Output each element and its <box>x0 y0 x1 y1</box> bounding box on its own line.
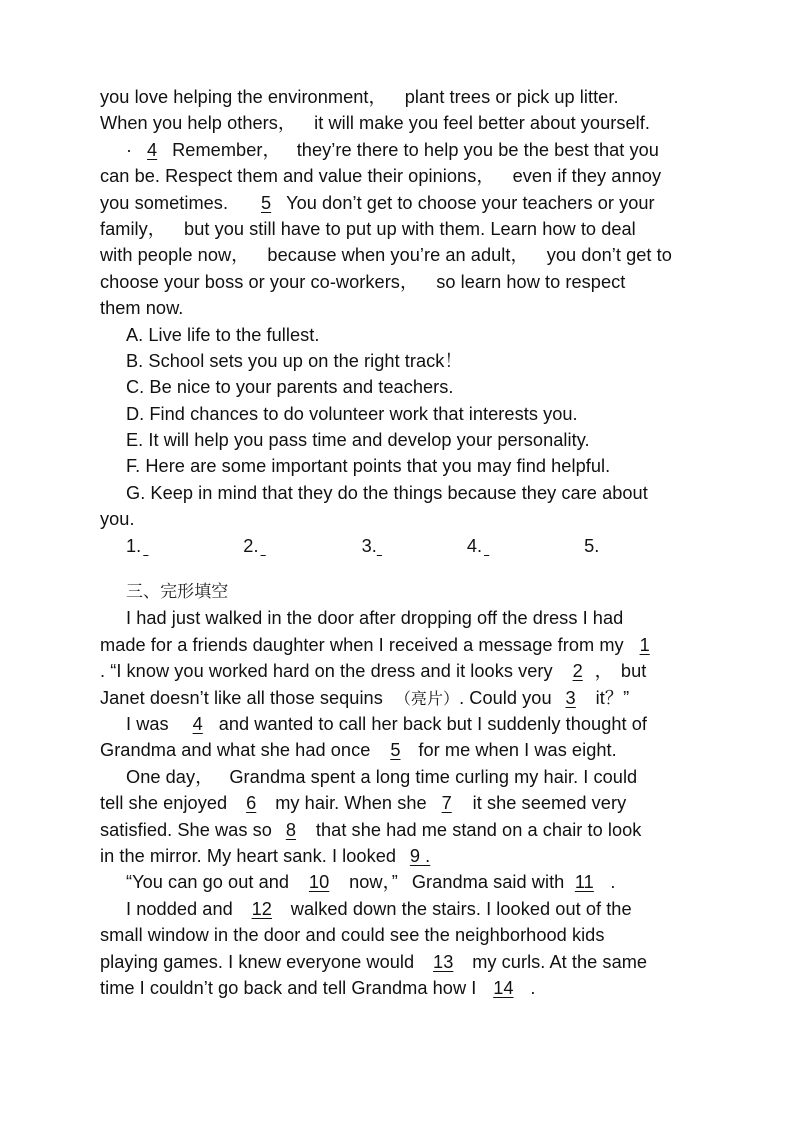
cloze-blank-10[interactable]: 10 <box>308 872 330 893</box>
text-line <box>100 632 710 658</box>
text-span: Grandma spent a long time curling my hair. I could <box>229 766 638 787</box>
answer-label: 2. <box>243 535 259 556</box>
text-span: but <box>620 661 647 682</box>
text-span: Janet doesn’t like all those sequins <box>100 687 383 708</box>
text-line <box>100 137 710 163</box>
spacer <box>100 559 710 579</box>
text-line <box>100 295 710 321</box>
text-line: I had just walked in the door after dropping off the dress I had <box>126 608 624 629</box>
text-span: made for a friends daughter when I received a message from my <box>100 634 624 655</box>
text-span: . <box>530 977 536 998</box>
text-line <box>100 711 710 737</box>
text-span: even if they annoy <box>512 166 662 187</box>
text-line <box>100 764 710 790</box>
text-span: but you still have to put up with them. Learn how to deal <box>184 218 636 239</box>
text-span: in the mirror. My heart sank. I looked <box>100 845 397 866</box>
cloze-blank-5[interactable]: 5 <box>390 740 401 761</box>
text-span: You don’t get to choose your teachers or your <box>286 192 655 213</box>
text-span: satisfied. She was so <box>100 819 272 840</box>
answer-label: 4. <box>466 535 483 556</box>
text-line <box>100 658 710 684</box>
answer-label: 5. <box>584 535 600 556</box>
text-span: now，” <box>349 872 398 893</box>
answer-slot-4[interactable] <box>467 533 544 559</box>
cloze-blank-9[interactable]: 9 . <box>409 845 431 866</box>
text-span: it？” <box>595 687 630 708</box>
text-span: with people now， <box>100 245 250 266</box>
answer-blank-5[interactable]: 5 <box>260 192 272 213</box>
text-line <box>100 242 710 268</box>
cloze-blank-14[interactable]: 14 <box>493 977 514 998</box>
text-span: I was <box>126 713 169 734</box>
cloze-blank-8[interactable]: 8 <box>285 819 296 840</box>
option-c: C. Be nice to your parents and teachers. <box>126 377 454 398</box>
cloze-blank-2[interactable]: 2 <box>572 661 583 682</box>
text-span: tell she enjoyed <box>100 793 228 814</box>
text-span: plant trees or pick up litter. <box>404 87 619 107</box>
cloze-blank-3[interactable]: 3 <box>565 687 576 708</box>
cloze-blank-4[interactable]: 4 <box>192 713 203 734</box>
text-span: Grandma said with <box>411 872 565 893</box>
text-span: One day， <box>126 766 214 787</box>
text-line <box>100 269 710 295</box>
text-span: . “I know you worked hard on the dress and it looks very <box>100 661 553 682</box>
text-span: for me when I was eight. <box>418 740 617 761</box>
text-line: small window in the door and could see the neighborhood kids <box>100 925 605 946</box>
text-span: my curls. At the same <box>472 951 648 972</box>
text-span: it she seemed very <box>472 793 627 814</box>
text-line <box>100 817 710 843</box>
text-span: . Could you <box>459 687 552 708</box>
option-a: A. Live life to the fullest. <box>126 324 320 345</box>
text-span: walked down the stairs. I looked out of the <box>290 898 632 919</box>
answer-slot-3[interactable] <box>362 533 437 559</box>
text-span: so learn how to respect <box>436 271 626 292</box>
option-g: G. Keep in mind that they do the things because they care about <box>126 482 648 503</box>
text-span: “You can go out and <box>126 872 290 893</box>
text-line <box>100 896 710 922</box>
text-span: them now. <box>100 298 184 319</box>
text-span: family， <box>100 218 167 239</box>
answer-row <box>100 533 710 559</box>
section-title: 三、完形填空 <box>126 582 229 603</box>
text-span: Remember， <box>172 139 281 160</box>
text-span: I nodded and <box>126 898 233 919</box>
text-line <box>100 790 710 816</box>
text-line <box>100 685 710 711</box>
text-span: that she had me stand on a chair to look <box>315 819 642 840</box>
option-d: D. Find chances to do volunteer work that interests you. <box>126 403 578 424</box>
text-span: · <box>126 139 133 160</box>
text-span: and wanted to call her back but I suddenly thought of <box>218 713 648 734</box>
text-span: you don’t get to <box>546 245 672 266</box>
text-span: ， <box>594 661 613 682</box>
text-line <box>100 949 710 975</box>
text-span: you love helping the environment， <box>100 87 387 107</box>
text-line <box>100 110 710 136</box>
option-g-continuation: you. <box>100 509 135 530</box>
text-span: my hair. When she <box>275 793 427 814</box>
text-span: because when you’re an adult， <box>267 245 529 266</box>
text-line <box>100 84 710 110</box>
text-span: playing games. I knew everyone would <box>100 951 415 972</box>
answer-label: 3. <box>361 535 377 556</box>
option-f: F. Here are some important points that you may find helpful. <box>126 456 611 477</box>
text-line <box>100 843 710 869</box>
answer-slot-5[interactable] <box>584 533 599 559</box>
cloze-blank-1[interactable]: 1 <box>639 634 650 655</box>
cloze-blank-11[interactable]: 11 <box>574 872 594 893</box>
text-line <box>100 869 710 895</box>
text-span: it will make you feel better about yourself. <box>314 113 650 134</box>
text-line <box>100 163 710 189</box>
answer-slot-1[interactable] <box>126 533 203 559</box>
option-e: E. It will help you pass time and develop your personality. <box>126 430 590 451</box>
text-span: can be. Respect them and value their opinions， <box>100 166 495 187</box>
option-b: B. School sets you up on the right track！ <box>126 350 463 371</box>
cloze-blank-12[interactable]: 12 <box>251 898 272 919</box>
text-line <box>100 190 710 216</box>
text-span: they’re there to help you be the best that you <box>296 139 659 160</box>
answer-blank-4[interactable]: 4 <box>147 139 158 160</box>
cloze-blank-7[interactable]: 7 <box>441 793 452 814</box>
text-span: you sometimes. <box>100 192 229 213</box>
text-line <box>100 737 710 763</box>
document-page <box>100 84 710 1001</box>
text-span: time I couldn’t go back and tell Grandma how I <box>100 977 477 998</box>
text-span: （亮片） <box>394 688 460 708</box>
text-span: Grandma and what she had once <box>100 740 371 761</box>
text-span: When you help others， <box>100 113 297 134</box>
text-line <box>100 975 710 1001</box>
cloze-blank-13[interactable]: 13 <box>433 951 454 972</box>
answer-label: 1. <box>126 535 142 556</box>
answer-slot-2[interactable] <box>243 533 315 559</box>
text-span: choose your boss or your co-workers， <box>100 271 419 292</box>
text-span: . <box>610 872 616 893</box>
text-line <box>100 216 710 242</box>
cloze-blank-6[interactable]: 6 <box>246 793 257 814</box>
